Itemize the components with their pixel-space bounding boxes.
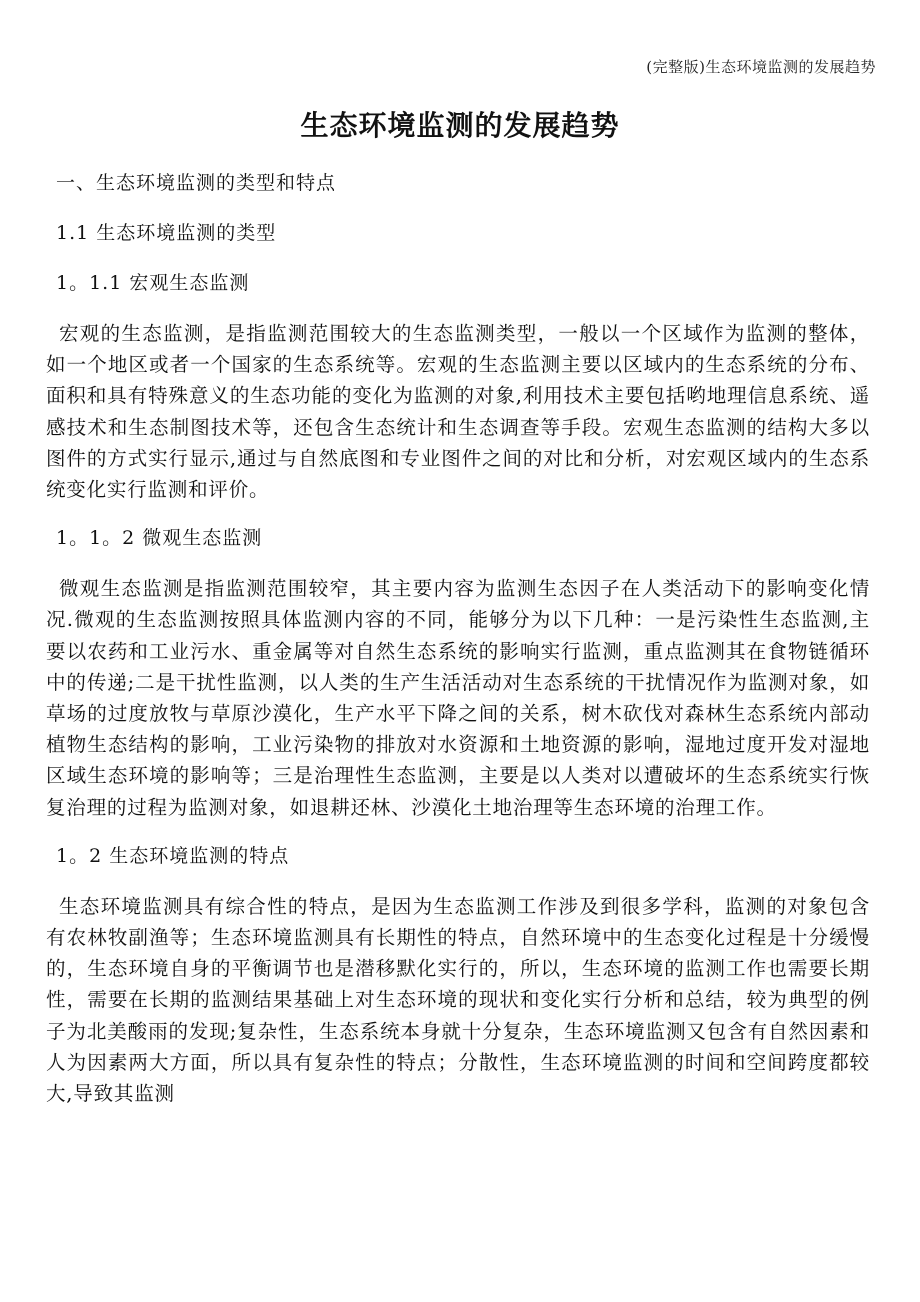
- body-paragraph: 宏观的生态监测，是指监测范围较大的生态监测类型，一般以一个区域作为监测的整体，如一个地区或者一个国家的生态系统等。宏观的生态监测主要以区域内的生态系统的分布、面积和具有特殊意义的生态功能的变化为监测的对象,利用技术主要包括哟地理信息系统、遥感技术和生态制图技术等，还包含生态统计和生态调查等手段。宏观生态监测的结构大多以图件的方式实行显示,通过与自然底图和专业图件之间的对比和分析，对宏观区域内的生态系统变化实行监测和评价。: [46, 322, 870, 502]
- subsection-heading: 1.1 生态环境监测的类型: [56, 222, 277, 244]
- subsubsection-heading: 1。1.1 宏观生态监测: [56, 272, 250, 294]
- subsubsection-heading: 1。1。2 微观生态监测: [56, 527, 263, 550]
- body-paragraph: 生态环境监测具有综合性的特点，是因为生态监测工作涉及到很多学科，监测的对象包含有农林牧副渔等；生态环境监测具有长期性的特点，自然环境中的生态变化过程是十分缓慢的，生态环境自身的平衡调节也是潜移默化实行的，所以，生态环境的监测工作也需要长期性，需要在长期的监测结果基础上对生态环境的现状和变化实行分析和总结，较为典型的例子为北美酸雨的发现;复杂性，生态系统本身就十分复杂，生态环境监测又包含有自然因素和人为因素两大方面，所以具有复杂性的特点；分散性，生态环境监测的时间和空间跨度都较大,导致其监测: [46, 894, 870, 1106]
- document-body: [46, 168, 870, 1127]
- running-header: (完整版)生态环境监测的发展趋势: [646, 58, 876, 76]
- subsection-heading: 1。2 生态环境监测的特点: [56, 844, 290, 867]
- body-paragraph: 微观生态监测是指监测范围较窄，其主要内容为监测生态因子在人类活动下的影响变化情况.微观的生态监测按照具体监测内容的不同，能够分为以下几种：一是污染性生态监测,主要以农药和工业污水、重金属等对自然生态系统的影响实行监测，重点监测其在食物链循环中的传递;二是干扰性监测，以人类的生产生活活动对生态系统的干扰情况作为监测对象，如草场的过度放牧与草原沙漠化，生产水平下降之间的关系，树木砍伐对森林生态系统内部动植物生态结构的影响，工业污染物的排放对水资源和土地资源的影响，湿地过度开发对湿地区域生态环境的影响等；三是治理性生态监测，主要是以人类对以遭破坏的生态系统实行恢复治理的过程为监测对象，如退耕还林、沙漠化土地治理等生态环境的治理工作。: [46, 577, 870, 819]
- section-heading: 一、生态环境监测的类型和特点: [56, 172, 337, 194]
- document-title: 生态环境监测的发展趋势: [300, 109, 620, 142]
